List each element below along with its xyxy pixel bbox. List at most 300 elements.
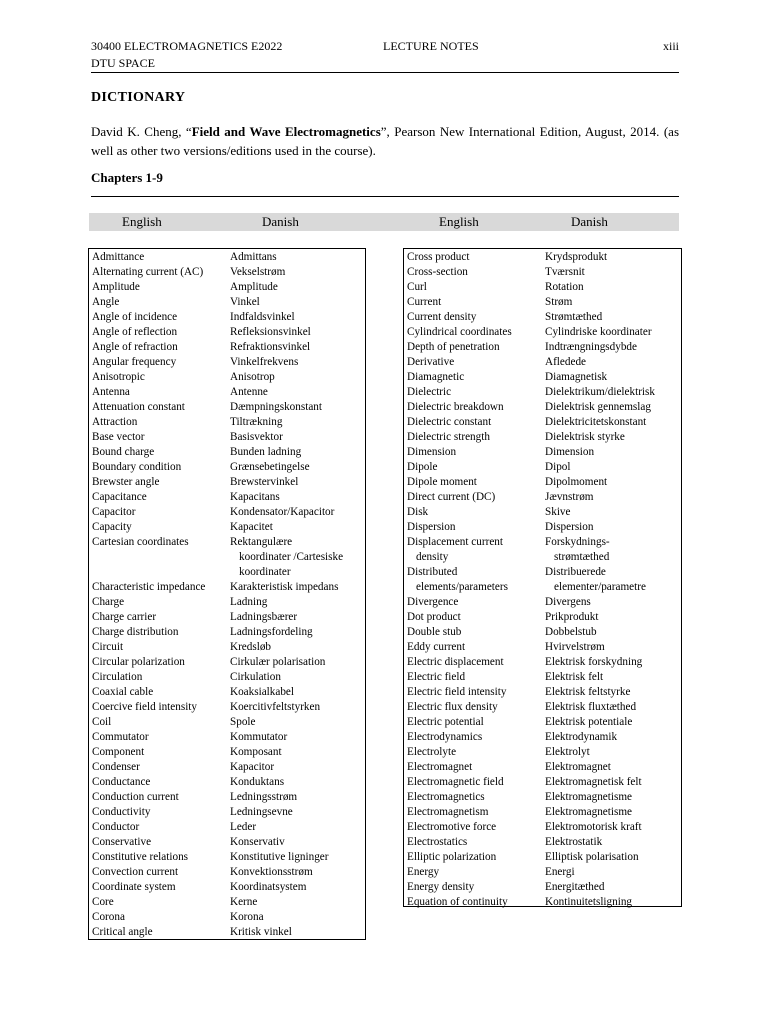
- english-term-line: Antenna: [92, 386, 130, 398]
- english-term-line: Eddy current: [407, 641, 466, 653]
- department: DTU SPACE: [91, 56, 155, 70]
- english-term: [92, 610, 156, 625]
- danish-term-line: Dipolmoment: [545, 476, 608, 488]
- danish-term-line: Kritisk vinkel: [230, 926, 292, 938]
- dictionary-row: [404, 895, 681, 910]
- dictionary-row: [89, 820, 365, 835]
- danish-term-line: Dielektrisk gennemslag: [545, 401, 651, 413]
- danish-term-line: Grænsebetingelse: [230, 461, 310, 473]
- english-term: [92, 775, 150, 790]
- english-term-line: Electric displacement: [407, 656, 504, 668]
- english-term: [407, 850, 496, 865]
- english-term-line: Angle: [92, 296, 120, 308]
- danish-term-line: koordinater /Cartesiske: [239, 551, 344, 563]
- english-term: [407, 460, 437, 475]
- english-term-line: Attenuation constant: [92, 401, 185, 413]
- english-term: [407, 535, 503, 565]
- english-term: [407, 475, 477, 490]
- english-term: [92, 340, 178, 355]
- english-term-line: Electrostatics: [407, 836, 468, 848]
- dictionary-row: [404, 535, 681, 565]
- danish-term-line: Admittans: [230, 251, 277, 263]
- danish-term-line: strømtæthed: [554, 551, 610, 563]
- dictionary-row: [404, 610, 681, 625]
- dictionary-row: [404, 415, 681, 430]
- english-term-line: Electromagnetism: [407, 806, 489, 818]
- danish-term: [230, 610, 297, 625]
- danish-term: [230, 850, 329, 865]
- dictionary-row: [404, 715, 681, 730]
- dictionary-row: [89, 505, 365, 520]
- english-term-line: Dot product: [407, 611, 461, 623]
- english-term-line: Electromagnetic field: [407, 776, 504, 788]
- english-term: [92, 280, 140, 295]
- danish-term: [545, 475, 607, 490]
- danish-term: [545, 265, 585, 280]
- danish-term-line: Elektromagnetisme: [545, 806, 632, 818]
- danish-term: [545, 565, 646, 595]
- english-term: [92, 580, 205, 595]
- english-term-line: Electric field: [407, 671, 466, 683]
- dictionary-row: [89, 400, 365, 415]
- dictionary-row: [89, 445, 365, 460]
- dictionary-row: [89, 805, 365, 820]
- danish-term-line: Elektrisk felt: [545, 671, 604, 683]
- english-term: [92, 910, 125, 925]
- danish-term: [230, 340, 310, 355]
- danish-term-line: Antenne: [230, 386, 268, 398]
- danish-term-line: Elektromagnet: [545, 761, 611, 773]
- dictionary-row: [404, 370, 681, 385]
- english-term: [407, 760, 472, 775]
- dictionary-row: [89, 925, 365, 940]
- english-term-line: Energy density: [407, 881, 475, 893]
- danish-term-line: Kondensator/Kapacitor: [230, 506, 335, 518]
- dictionary-row: [404, 880, 681, 895]
- dictionary-row: [404, 310, 681, 325]
- danish-term: [230, 295, 260, 310]
- english-term: [92, 415, 137, 430]
- dictionary-row: [89, 370, 365, 385]
- danish-term-line: Cirkulær polarisation: [230, 656, 326, 668]
- danish-term-line: Kontinuitetsligning: [545, 896, 633, 908]
- dictionary-row: [89, 610, 365, 625]
- english-term: [92, 880, 176, 895]
- danish-term: [545, 805, 632, 820]
- english-term: [407, 820, 496, 835]
- english-term-line: Condenser: [92, 761, 140, 773]
- dictionary-row: [404, 475, 681, 490]
- column-header-english-2: English: [439, 214, 479, 229]
- english-term-line: Capacitor: [92, 506, 136, 518]
- danish-term-line: Elliptisk polarisation: [545, 851, 639, 863]
- english-term: [92, 430, 145, 445]
- danish-term: [545, 685, 630, 700]
- english-term-line: Bound charge: [92, 446, 155, 458]
- header-lecture-notes: LECTURE NOTES: [383, 39, 479, 53]
- dictionary-row: [404, 790, 681, 805]
- danish-term-line: Kredsløb: [230, 641, 272, 653]
- danish-term-line: Anisotrop: [230, 371, 275, 383]
- dictionary-row: [89, 385, 365, 400]
- chapters-heading: Chapters 1-9: [91, 170, 163, 185]
- danish-term: [230, 265, 285, 280]
- danish-term-line: Konduktans: [230, 776, 285, 788]
- english-term-line: Coil: [92, 716, 112, 728]
- dictionary-row: [89, 625, 365, 640]
- english-term-line: Anisotropic: [92, 371, 145, 383]
- dictionary-row: [89, 715, 365, 730]
- danish-term-line: Elektrolyt: [545, 746, 590, 758]
- danish-term-line: Elektromagnetisk felt: [545, 776, 642, 788]
- english-term-line: Dielectric: [407, 386, 452, 398]
- english-term-line: Conductance: [92, 776, 151, 788]
- danish-term: [230, 820, 256, 835]
- danish-term-line: Elektrodynamik: [545, 731, 618, 743]
- danish-term: [230, 400, 322, 415]
- english-term: [407, 880, 474, 895]
- english-term-line: Coordinate system: [92, 881, 176, 893]
- danish-term: [230, 310, 295, 325]
- dictionary-row: [89, 340, 365, 355]
- danish-term-line: Dobbelstub: [545, 626, 597, 638]
- reference-author: David K. Cheng, “: [91, 124, 192, 139]
- danish-term-line: Dielektrikum/dielektrisk: [545, 386, 655, 398]
- dictionary-row: [404, 655, 681, 670]
- danish-term: [545, 280, 584, 295]
- danish-term: [230, 880, 306, 895]
- dictionary-row: [404, 295, 681, 310]
- dictionary-row: [404, 700, 681, 715]
- danish-term-line: Elektrisk feltstyrke: [545, 686, 631, 698]
- danish-term: [545, 520, 593, 535]
- danish-term: [545, 775, 642, 790]
- english-term-line: Circular polarization: [92, 656, 185, 668]
- english-term: [92, 760, 140, 775]
- danish-term: [230, 325, 311, 340]
- danish-term-line: Ledningsstrøm: [230, 791, 298, 803]
- danish-term: [545, 310, 602, 325]
- danish-term: [545, 400, 651, 415]
- dictionary-row: [404, 835, 681, 850]
- danish-term-line: Korona: [230, 911, 264, 923]
- english-term: [92, 310, 177, 325]
- danish-term: [230, 775, 284, 790]
- danish-term-line: Ladning: [230, 596, 268, 608]
- english-term-line: Charge: [92, 596, 125, 608]
- dictionary-row: [89, 520, 365, 535]
- danish-term-line: Ladningsfordeling: [230, 626, 313, 638]
- danish-term-line: Hvirvelstrøm: [545, 641, 605, 653]
- dictionary-row: [89, 295, 365, 310]
- dictionary-row: [89, 535, 365, 580]
- dictionary-row: [404, 340, 681, 355]
- english-term: [407, 265, 468, 280]
- english-term: [407, 775, 504, 790]
- english-term: [92, 325, 177, 340]
- danish-term: [230, 520, 273, 535]
- english-term-line: Equation of continuity: [407, 896, 508, 908]
- english-term-line: Electromagnet: [407, 761, 473, 773]
- english-term-line: Double stub: [407, 626, 462, 638]
- english-term-line: Characteristic impedance: [92, 581, 206, 593]
- dictionary-row: [404, 460, 681, 475]
- dictionary-row: [89, 460, 365, 475]
- english-term-line: Admittance: [92, 251, 145, 263]
- danish-term-line: Leder: [230, 821, 257, 833]
- danish-term: [545, 715, 632, 730]
- column-header-danish-2: Danish: [571, 214, 608, 229]
- page-number: xiii: [662, 39, 679, 53]
- english-term: [92, 805, 150, 820]
- english-term-line: Direct current (DC): [407, 491, 496, 503]
- english-term-line: Electrodynamics: [407, 731, 483, 743]
- english-term: [92, 460, 181, 475]
- dictionary-row: [404, 745, 681, 760]
- dictionary-row: [89, 430, 365, 445]
- english-term: [407, 655, 504, 670]
- english-term-line: density: [416, 551, 449, 563]
- english-term: [92, 535, 189, 550]
- english-term: [92, 850, 188, 865]
- dictionary-row: [89, 595, 365, 610]
- danish-term: [230, 925, 292, 940]
- dictionary-row: [89, 655, 365, 670]
- dictionary-row: [89, 865, 365, 880]
- english-term: [92, 520, 132, 535]
- english-term: [92, 490, 147, 505]
- english-term: [407, 805, 488, 820]
- danish-term: [230, 430, 283, 445]
- danish-term-line: Distribuerede: [545, 566, 606, 578]
- danish-term-line: Kerne: [230, 896, 258, 908]
- english-term: [407, 625, 461, 640]
- reference-details: ”, Pearson New International Edition, August, 2014. (as well as other two versions/editions used in the course).: [91, 124, 680, 158]
- page-title: DICTIONARY: [91, 90, 186, 105]
- english-term: [407, 325, 512, 340]
- danish-term: [230, 535, 343, 580]
- danish-term-line: Kommutator: [230, 731, 288, 743]
- english-term: [407, 730, 482, 745]
- english-term: [407, 445, 456, 460]
- danish-term-line: Forskydnings-: [545, 536, 610, 548]
- danish-term-line: Rektangulære: [230, 536, 293, 548]
- english-term-line: Distributed: [407, 566, 458, 578]
- dictionary-row: [89, 265, 365, 280]
- header-rule: [91, 72, 679, 73]
- danish-term: [545, 610, 598, 625]
- dictionary-row: [404, 280, 681, 295]
- dictionary-row: [89, 730, 365, 745]
- danish-term-line: Vinkel: [230, 296, 260, 308]
- english-term-line: Angle of reflection: [92, 326, 178, 338]
- danish-term-line: Vinkelfrekvens: [230, 356, 299, 368]
- english-term: [407, 685, 506, 700]
- english-term: [92, 445, 154, 460]
- dictionary-row: [89, 250, 365, 265]
- danish-term: [545, 430, 625, 445]
- danish-term: [545, 250, 607, 265]
- dictionary-row: [404, 250, 681, 265]
- danish-term: [230, 415, 282, 430]
- dictionary-row: [404, 820, 681, 835]
- english-term-line: Core: [92, 896, 114, 908]
- section-rule: [91, 196, 679, 197]
- danish-term-line: Strømtæthed: [545, 311, 603, 323]
- dictionary-row: [404, 445, 681, 460]
- dictionary-row: [89, 745, 365, 760]
- dictionary-row: [404, 730, 681, 745]
- dictionary-row: [89, 640, 365, 655]
- english-term-line: Constitutive relations: [92, 851, 189, 863]
- danish-term: [230, 250, 277, 265]
- danish-term-line: Indfaldsvinkel: [230, 311, 295, 323]
- danish-term-line: Konservativ: [230, 836, 285, 848]
- danish-term: [545, 595, 591, 610]
- danish-term: [545, 850, 639, 865]
- danish-term: [230, 670, 281, 685]
- danish-term: [545, 865, 575, 880]
- english-term-line: Dispersion: [407, 521, 456, 533]
- english-term-line: Boundary condition: [92, 461, 182, 473]
- dictionary-row: [89, 685, 365, 700]
- english-term-line: Capacity: [92, 521, 132, 533]
- danish-term: [230, 640, 271, 655]
- english-term: [407, 700, 498, 715]
- english-term: [407, 835, 467, 850]
- english-term: [407, 250, 469, 265]
- danish-term: [545, 670, 603, 685]
- danish-term-line: Koercitivfeltstyrken: [230, 701, 321, 713]
- danish-term-line: Ledningsevne: [230, 806, 293, 818]
- course-code: 30400 ELECTROMAGNETICS E2022: [91, 39, 283, 53]
- danish-term: [230, 370, 275, 385]
- dictionary-row: [404, 325, 681, 340]
- danish-term-line: Komposant: [230, 746, 282, 758]
- reference-book-title: Field and Wave Electromagnetics: [191, 124, 381, 139]
- danish-term-line: Strøm: [545, 296, 573, 308]
- english-term: [407, 670, 465, 685]
- english-term-line: Electric field intensity: [407, 686, 507, 698]
- dictionary-row: [404, 685, 681, 700]
- danish-term-line: Dielektricitetskonstant: [545, 416, 647, 428]
- english-term-line: Current: [407, 296, 442, 308]
- english-term: [407, 505, 428, 520]
- danish-term: [230, 580, 338, 595]
- danish-term-line: Konstitutive ligninger: [230, 851, 329, 863]
- danish-term: [545, 745, 590, 760]
- dictionary-row: [404, 490, 681, 505]
- danish-term-line: Jævnstrøm: [545, 491, 594, 503]
- danish-term-line: Indtrængningsdybde: [545, 341, 637, 353]
- english-term: [92, 700, 197, 715]
- english-term: [407, 310, 476, 325]
- english-term-line: Curl: [407, 281, 427, 293]
- danish-term: [230, 280, 278, 295]
- danish-term: [230, 805, 293, 820]
- english-term: [407, 355, 454, 370]
- english-term: [407, 430, 490, 445]
- english-term: [92, 790, 179, 805]
- english-term-line: Conduction current: [92, 791, 179, 803]
- danish-term: [545, 460, 570, 475]
- danish-term: [230, 490, 280, 505]
- english-term-line: Electric flux density: [407, 701, 498, 713]
- dictionary-row: [404, 565, 681, 595]
- dictionary-row: [89, 895, 365, 910]
- danish-term: [230, 700, 320, 715]
- english-term: [92, 670, 142, 685]
- english-term: [92, 370, 145, 385]
- dictionary-row: [404, 640, 681, 655]
- danish-term-line: Dispersion: [545, 521, 594, 533]
- english-term: [92, 925, 153, 940]
- danish-term-line: Spole: [230, 716, 256, 728]
- english-term: [92, 640, 123, 655]
- danish-term: [545, 505, 570, 520]
- danish-term-line: elementer/parametre: [554, 581, 646, 593]
- dictionary-row: [89, 310, 365, 325]
- danish-term-line: Divergens: [545, 596, 591, 608]
- english-term-line: Circuit: [92, 641, 124, 653]
- english-term-line: Coaxial cable: [92, 686, 154, 698]
- dictionary-row: [404, 355, 681, 370]
- danish-term-line: Bunden ladning: [230, 446, 302, 458]
- english-term-line: Diamagnetic: [407, 371, 465, 383]
- dictionary-row: [404, 595, 681, 610]
- english-term: [92, 385, 130, 400]
- english-term-line: Depth of penetration: [407, 341, 500, 353]
- english-term-line: Conductivity: [92, 806, 151, 818]
- english-term-line: Charge distribution: [92, 626, 179, 638]
- danish-term-line: Brewstervinkel: [230, 476, 299, 488]
- english-term: [407, 895, 508, 910]
- danish-term-line: Elektrisk potentiale: [545, 716, 633, 728]
- english-term-line: Dipole: [407, 461, 438, 473]
- english-term: [92, 265, 203, 280]
- english-term: [407, 370, 464, 385]
- dictionary-row: [89, 475, 365, 490]
- english-term-line: Amplitude: [92, 281, 140, 293]
- english-term: [407, 385, 451, 400]
- danish-term-line: Koaksialkabel: [230, 686, 294, 698]
- english-term: [92, 745, 144, 760]
- danish-term: [230, 760, 274, 775]
- danish-term: [545, 700, 636, 715]
- dictionary-row: [89, 280, 365, 295]
- danish-term: [545, 355, 586, 370]
- english-term: [92, 715, 111, 730]
- danish-term-line: Elektromotorisk kraft: [545, 821, 642, 833]
- danish-term-line: Dimension: [545, 446, 595, 458]
- english-term-line: elements/parameters: [416, 581, 508, 593]
- english-term: [407, 640, 465, 655]
- english-term-line: Displacement current: [407, 536, 503, 548]
- english-term-line: Divergence: [407, 596, 459, 608]
- danish-term: [545, 820, 642, 835]
- danish-term: [545, 535, 610, 565]
- dictionary-row: [404, 805, 681, 820]
- dictionary-row: [89, 670, 365, 685]
- danish-term-line: Elektromagnetisme: [545, 791, 632, 803]
- danish-term: [230, 385, 268, 400]
- english-term-line: Conductor: [92, 821, 140, 833]
- danish-term: [545, 370, 607, 385]
- english-term-line: Cylindrical coordinates: [407, 326, 512, 338]
- english-term: [92, 835, 151, 850]
- english-term-line: Capacitance: [92, 491, 147, 503]
- english-term-line: Conservative: [92, 836, 152, 848]
